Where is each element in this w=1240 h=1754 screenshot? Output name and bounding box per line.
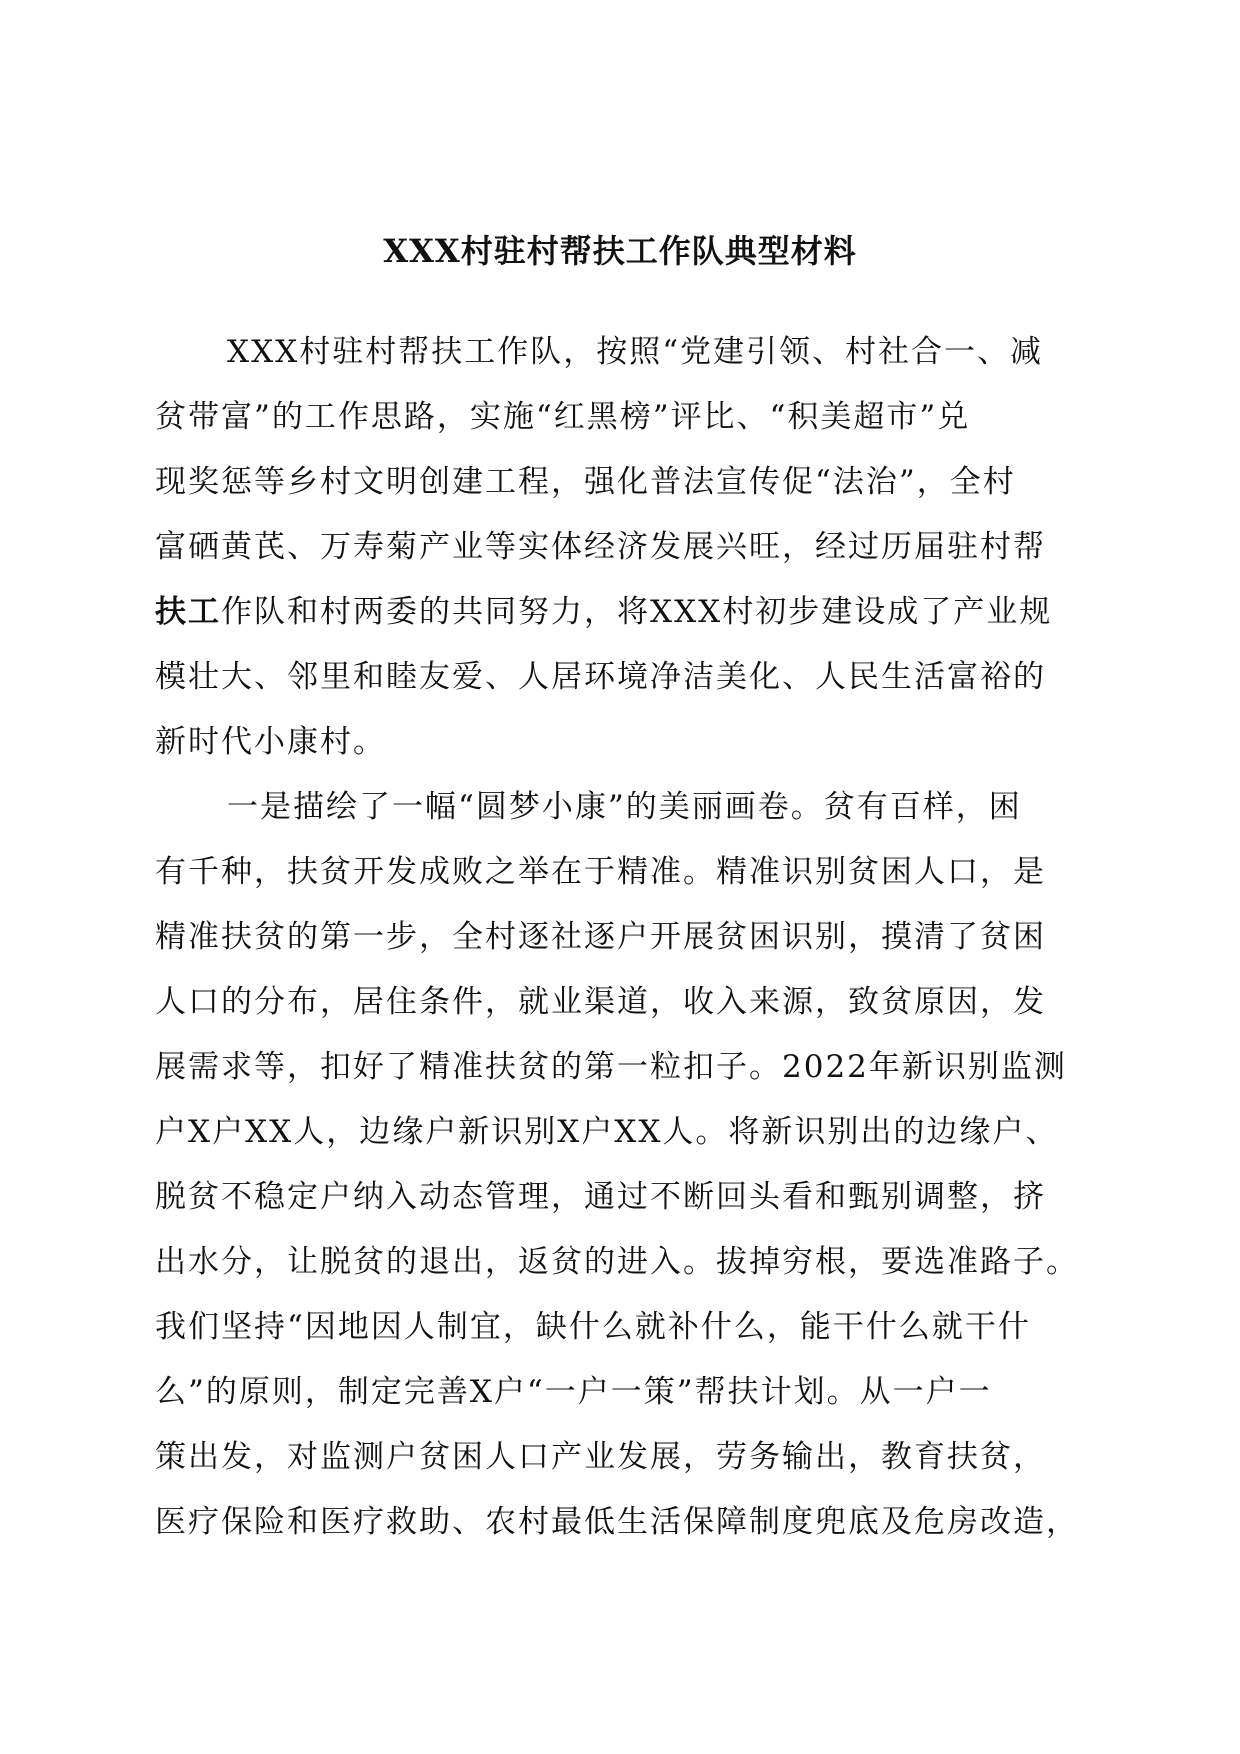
paragraph-1-line-2: 贫带富”的工作思路，实施“红黑榜”评比、“积美超市”兑: [155, 399, 971, 435]
paragraph-2-line-5: 展需求等，扣好了精准扶贫的第一粒扣子。2022年新识别监测: [155, 1049, 1067, 1085]
paragraph-2-line-2: 有千种，扶贫开发成败之举在于精准。精准识别贫困人口，是: [155, 854, 1046, 890]
document-title: XXX村驻村帮扶工作队典型材料: [383, 232, 857, 270]
paragraph-1-line-5: [155, 580, 1085, 645]
line-text-run: 作队和村两委的共同努力，将XXX村初步建设成了产业规: [221, 594, 1053, 630]
paragraph-2-line-9: 我们坚持“因地因人制宜，缺什么就补什么，能干什么就干什: [155, 1309, 1031, 1345]
paragraph-2-line-7: 脱贫不稳定户纳入动态管理，通过不断回头看和甄别调整，挤: [155, 1179, 1046, 1215]
paragraph-1-line-4: 富硒黄芪、万寿菊产业等实体经济发展兴旺，经过历届驻村帮: [155, 529, 1046, 565]
paragraph-1-line-7: 新时代小康村。: [155, 724, 386, 760]
paragraph-1-line-3: 现奖惩等乡村文明创建工程，强化普法宣传促“法治”，全村: [155, 464, 1016, 500]
paragraph-2-line-12: 医疗保险和医疗救助、农村最低生活保障制度兜底及危房改造，: [155, 1504, 1079, 1540]
paragraph-2-line-6: 户X户XX人，边缘户新识别X户XX人。将新识别出的边缘户、: [155, 1114, 1059, 1150]
document-body: [155, 320, 1085, 1555]
paragraph-1-line-6: 模壮大、邻里和睦友爱、人居环境净洁美化、人民生活富裕的: [155, 659, 1046, 695]
bold-text-run: 扶工: [155, 594, 221, 630]
paragraph-2-line-8: 出水分，让脱贫的退出，返贫的进入。拔掉穷根，要选准路子。: [155, 1244, 1079, 1280]
paragraph-2-line-10: 么”的原则，制定完善X户“一户一策”帮扶计划。从一户一: [155, 1374, 992, 1410]
paragraph-1-line-1: XXX村驻村帮扶工作队，按照“党建引领、村社合一、减: [227, 334, 1044, 370]
paragraph-2-line-1: 一是描绘了一幅“圆梦小康”的美丽画卷。贫有百样，困: [227, 789, 1022, 825]
paragraph-2-line-11: 策出发，对监测户贫困人口产业发展，劳务输出，教育扶贫，: [155, 1439, 1046, 1475]
paragraph-2-line-3: 精准扶贫的第一步，全村逐社逐户开展贫困识别，摸清了贫困: [155, 919, 1046, 955]
paragraph-2-line-4: 人口的分布，居住条件，就业渠道，收入来源，致贫原因，发: [155, 984, 1046, 1020]
